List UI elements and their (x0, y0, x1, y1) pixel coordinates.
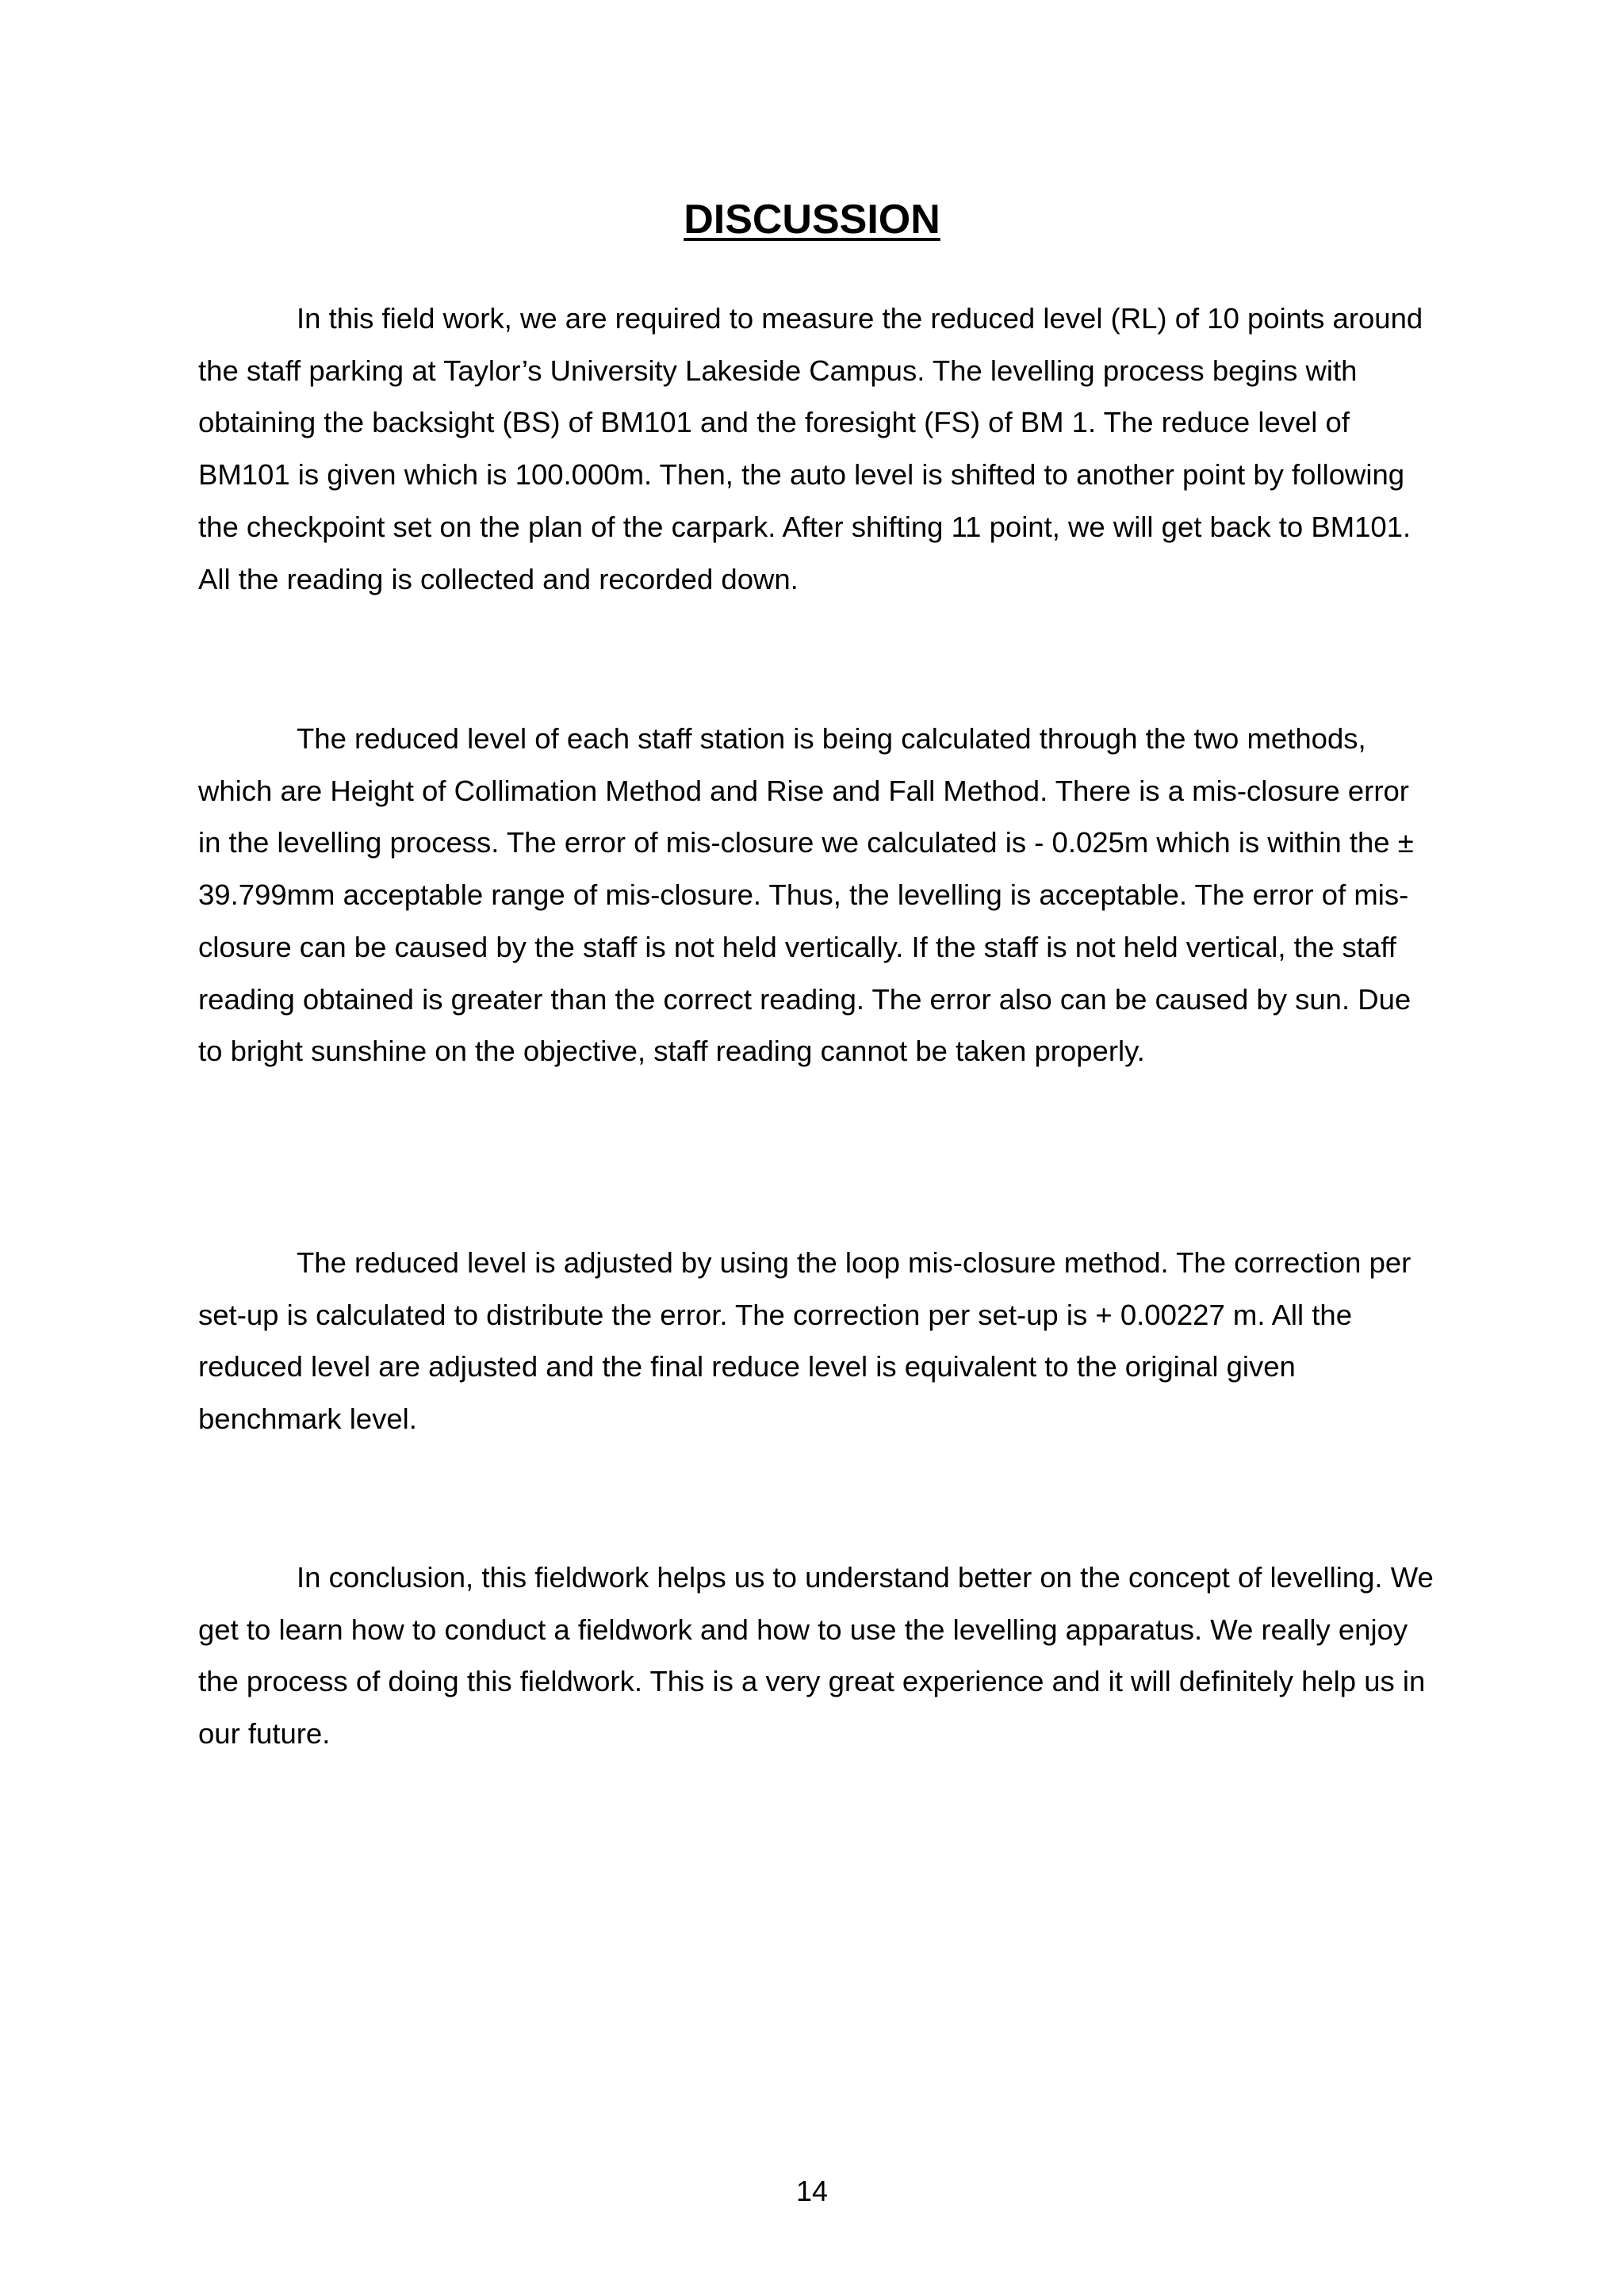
paragraph-adjustment: The reduced level is adjusted by using the loop mis-closure method. The correction per set-up is calculated to distribute the error. The correction per set-up is + 0.00227 m. All the reduced level are adjusted and the final reduce level is equivalent to the original given benchmark level. (198, 1246, 1411, 1436)
paragraph-conclusion: In conclusion, this fieldwork helps us to understand better on the concept of levelling. We get to learn how to conduct a fieldwork and how to use the levelling apparatus. We really enjoy the process of doing this fieldwork. This is a very great experience and it will definitely help us in our future. (198, 1561, 1434, 1751)
paragraph-introduction: In this field work, we are required to measure the reduced level (RL) of 10 points around the staff parking at Taylor’s University Lakeside Campus. The levelling process begins with obtaining the backsight (BS) of BM101 and the foresight (FS) of BM 1. The reduce level of BM101 is given which is 100.000m. Then, the auto level is shifted to another point by following the checkpoint set on the plan of the carpark. After shifting 11 point, we will get back to BM101. All the reading is collected and recorded down. (198, 302, 1423, 595)
page-number: 14 (795, 2175, 829, 2207)
page-title: DISCUSSION (684, 197, 940, 243)
paragraph-error-analysis: The reduced level of each staff station is being calculated through the two methods, which are Height of Collimation Method and Rise and Fall Method. There is a mis-closure error in the levelling process. The error of mis-closure we calculated is - 0.025m which is within the ± 39.799mm acceptable range of mis-closure. Thus, the levelling is acceptable. The error of mis-closure can be caused by the staff is not held vertically. If the staff is not held vertical, the staff reading obtained is greater than the correct reading. The error also can be caused by sun. Due to bright sunshine on the objective, staff reading cannot be taken properly. (198, 722, 1414, 1068)
